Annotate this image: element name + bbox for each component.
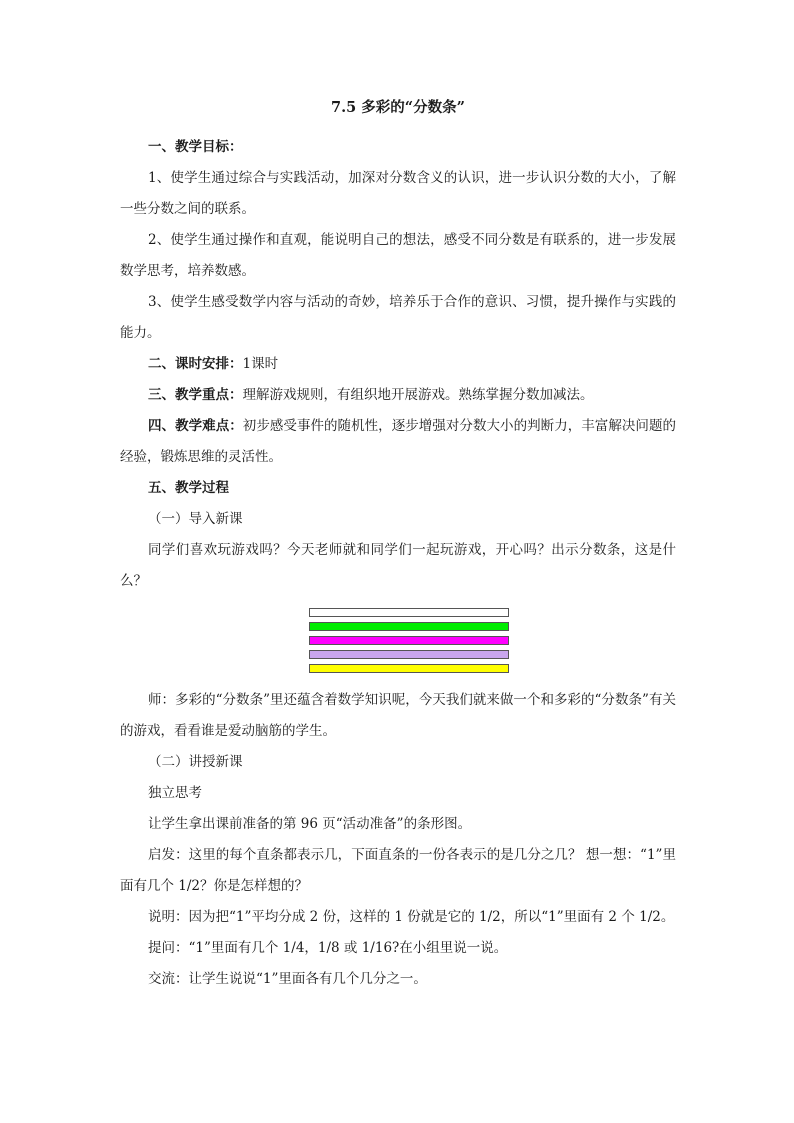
schedule-line — [120, 349, 676, 380]
fraction-bars-figure — [120, 603, 676, 681]
fraction-bar-magenta — [309, 636, 509, 645]
exchange-text: 交流：让学生说说“1”里面各有几个几分之一。 — [148, 971, 427, 987]
document-title: 7.5 多彩的“分数条” — [331, 99, 465, 116]
goal-1: 1、使学生通过综合与实践活动，加深对分数含义的认识，进一步认识分数的大小，了解一些分数之间的联系。 — [120, 170, 676, 217]
goal-2: 2、使学生通过操作和直观，能说明自己的想法，感受不同分数是有联系的，进一步发展数学思考，培养数感。 — [120, 232, 676, 279]
explain-text: 说明：因为把“1”平均分成 2 份，这样的 1 份就是它的 1/2，所以“1”里面有 2 个 1/2。 — [148, 909, 675, 925]
intro-heading: （一）导入新课 — [148, 511, 243, 527]
question-text: 提问：“1”里面有几个 1/4，1/8 或 1/16?在小组里说一说。 — [148, 940, 508, 956]
goal-3: 3、使学生感受数学内容与活动的奇妙，培养乐于合作的意识、习惯，提升操作与实践的能力。 — [120, 294, 676, 341]
think-heading: 独立思考 — [148, 785, 202, 801]
teacher-text: 师：多彩的“分数条”里还蕴含着数学知识呢，今天我们就来做一个和多彩的“分数条”有关的游戏，看看谁是爱动脑筋的学生。 — [120, 692, 676, 739]
fraction-bar-lavender — [309, 650, 509, 659]
schedule-label: 二、课时安排： — [148, 356, 243, 372]
difficulty-line — [120, 411, 676, 473]
fraction-bar-green — [309, 622, 509, 631]
prep-text: 让学生拿出课前准备的第 96 页“活动准备”的条形图。 — [148, 816, 472, 832]
document-page — [120, 96, 676, 995]
inspire-text: 启发：这里的每个直条都表示几，下面直条的一份各表示的是几分之几？ 想一想：“1”里面有几个 1/2？你是怎样想的？ — [120, 847, 676, 894]
intro-text: 同学们喜欢玩游戏吗？今天老师就和同学们一起玩游戏，开心吗？出示分数条，这是什么？ — [120, 542, 676, 589]
key-point-value: 理解游戏规则，有组织地开展游戏。熟练掌握分数加减法。 — [242, 387, 594, 403]
fraction-bar-yellow — [309, 664, 509, 673]
process-heading: 五、教学过程 — [148, 480, 229, 496]
goals-heading: 一、教学目标： — [148, 139, 243, 155]
key-point-line — [120, 380, 676, 411]
schedule-value: 1课时 — [242, 356, 279, 372]
key-point-label: 三、教学重点： — [148, 387, 243, 403]
fraction-bar-white — [309, 608, 509, 617]
new-lesson-heading: （二）讲授新课 — [148, 754, 243, 770]
difficulty-label: 四、教学难点： — [148, 418, 243, 434]
difficulty-value: 初步感受事件的随机性，逐步增强对分数大小的判断力，丰富解决问题的经验，锻炼思维的灵活性。 — [120, 418, 677, 465]
